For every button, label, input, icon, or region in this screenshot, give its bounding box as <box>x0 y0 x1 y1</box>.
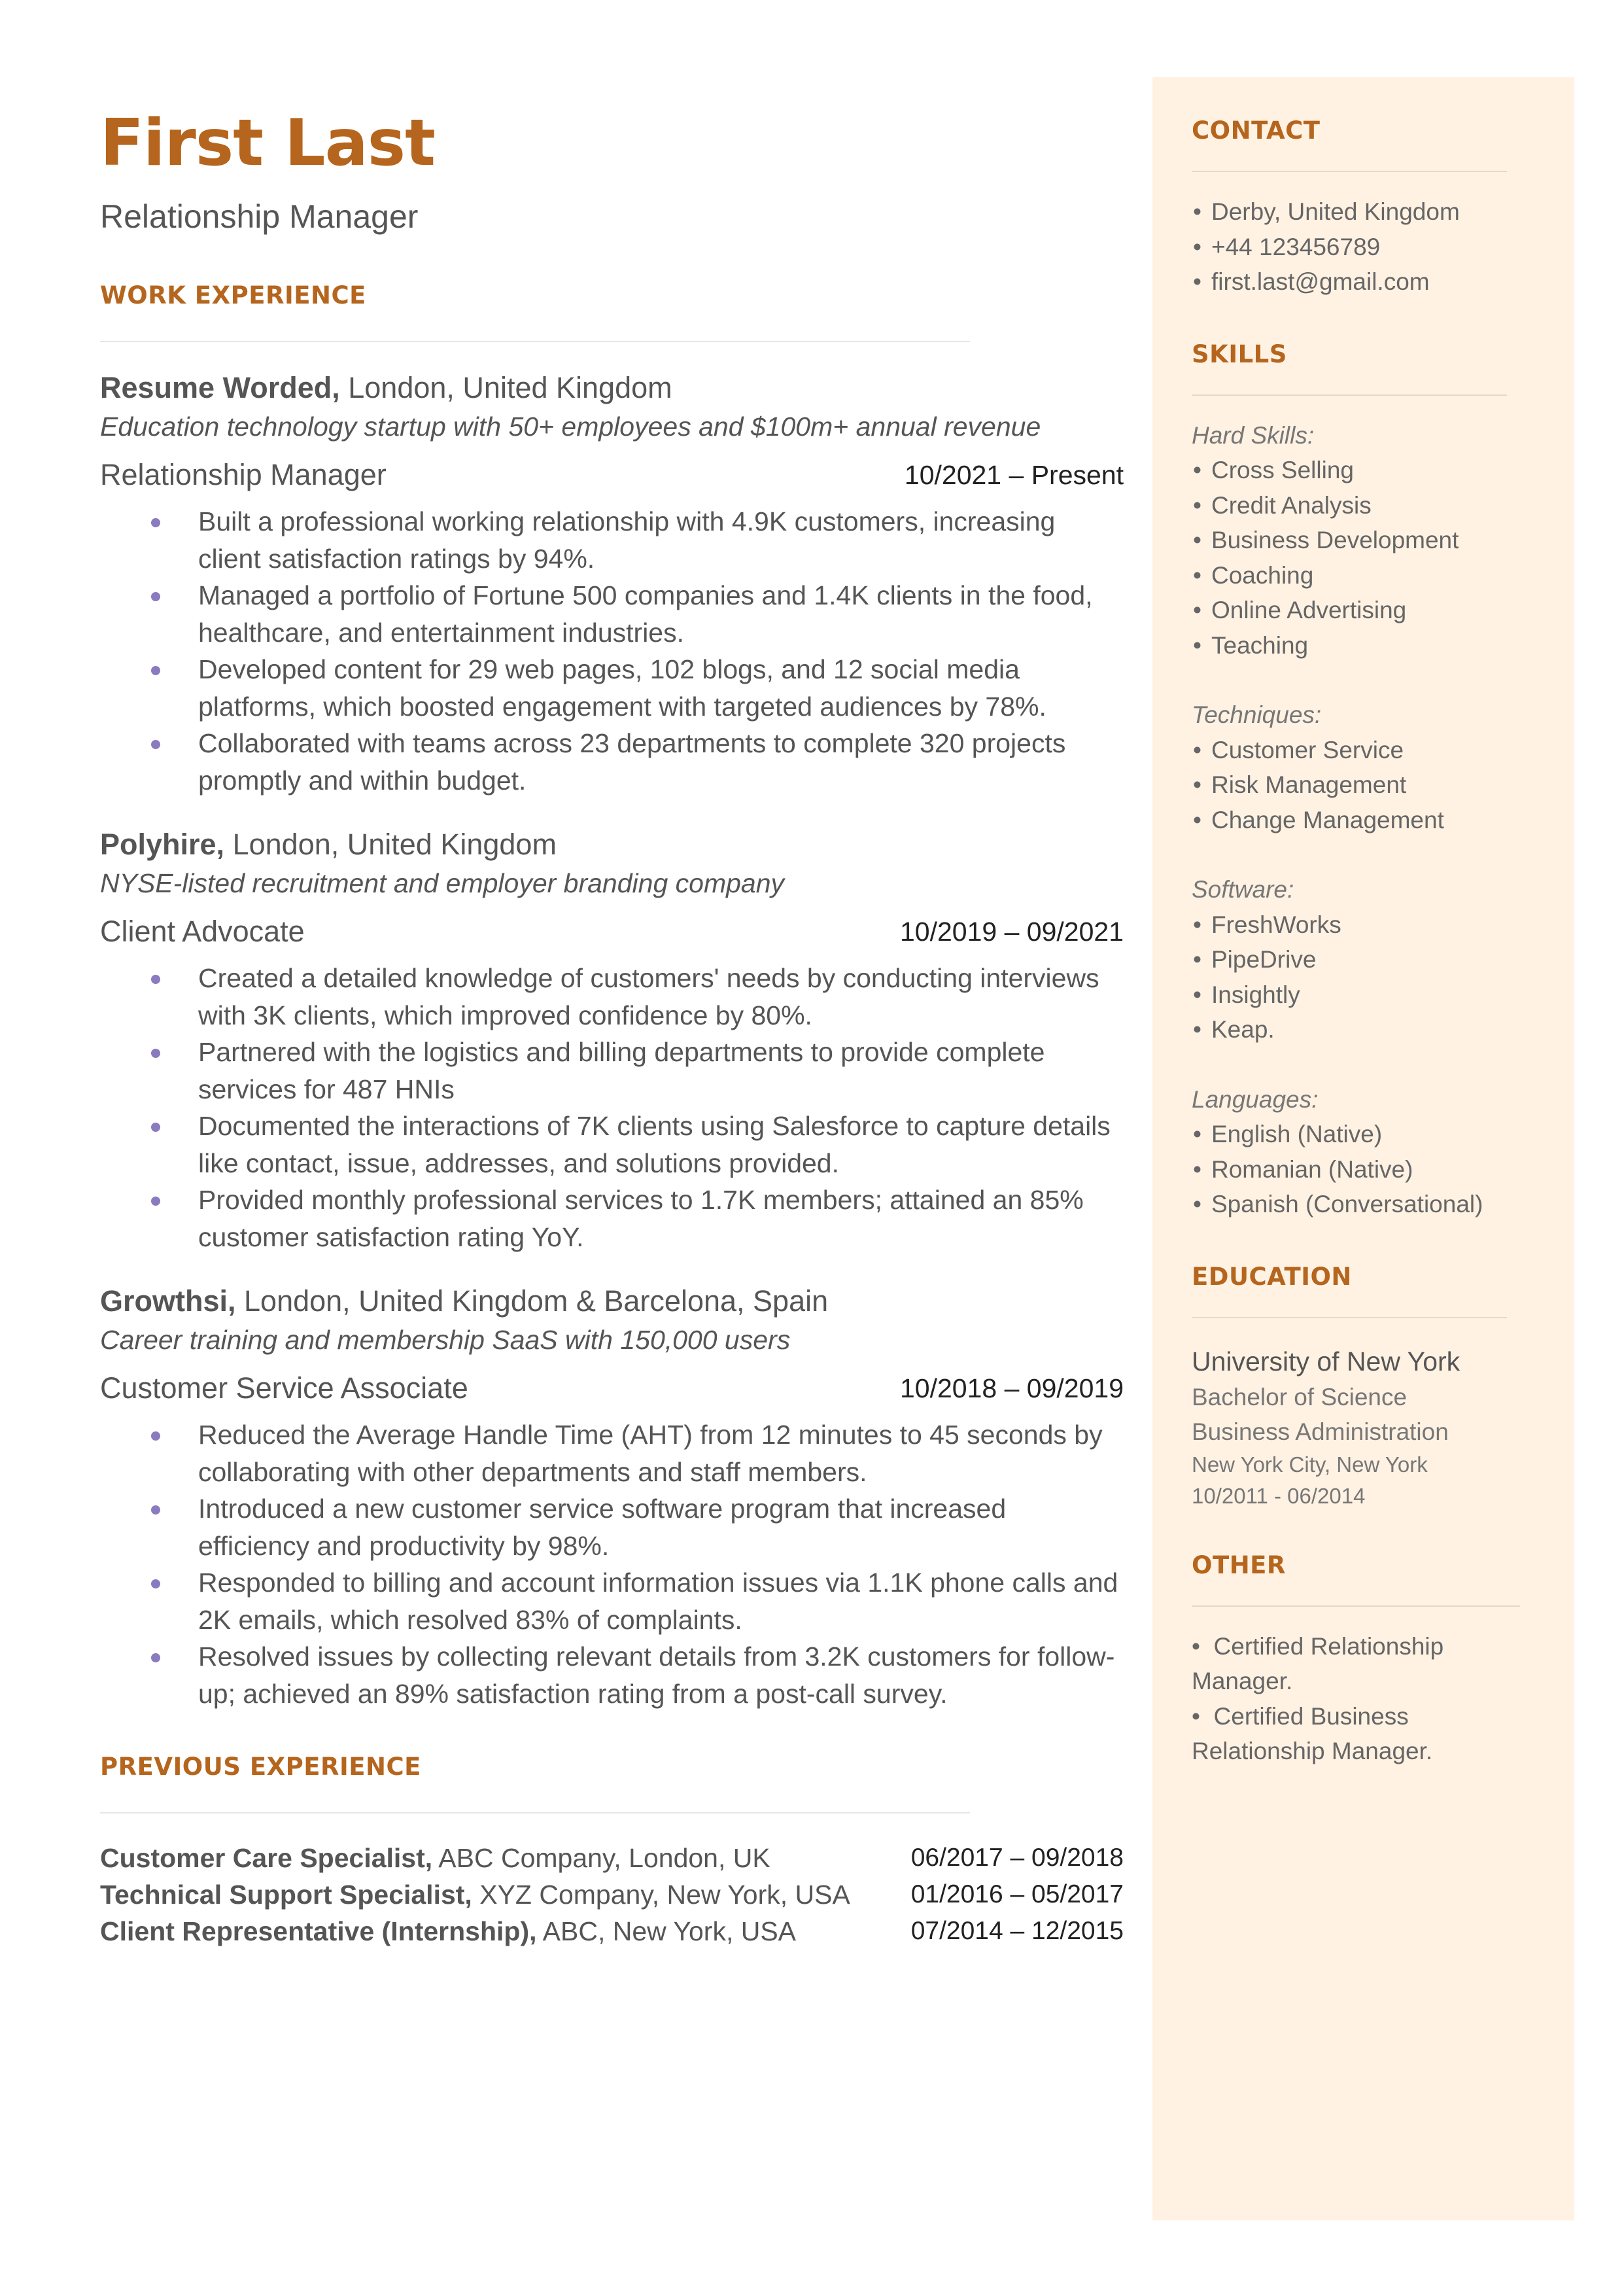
skill-item: • Teaching <box>1193 631 1309 659</box>
company-location: London, United Kingdom <box>339 371 672 404</box>
skill-item: • Insightly <box>1193 981 1300 1008</box>
company-location: London, United Kingdom & Barcelona, Spain <box>235 1284 829 1318</box>
job-dates: 10/2019 – 09/2021 <box>900 917 1124 947</box>
skill-item: • Online Advertising <box>1193 597 1407 623</box>
job-entry <box>100 825 1124 1255</box>
company-location: London, United Kingdom <box>224 828 557 861</box>
role-row <box>100 1365 1124 1411</box>
previous-dates: 06/2017 – 09/2018 <box>910 1844 1124 1872</box>
skill-group-label: Languages: <box>1192 1085 1319 1113</box>
work-experience-heading: WORK EXPERIENCE <box>100 281 366 309</box>
skill-item: • Risk Management <box>1193 771 1407 798</box>
bullet-dot <box>151 1431 160 1441</box>
skill-group-label: Hard Skills: <box>1192 421 1315 449</box>
candidate-name: First Last <box>100 106 435 181</box>
bullet-dot <box>151 1653 160 1662</box>
education-dates: 10/2011 - 06/2014 <box>1192 1483 1366 1508</box>
location-item: • Derby, United Kingdom <box>1193 198 1460 225</box>
company-name: Growthsi, <box>100 1284 236 1318</box>
section-divider <box>100 1812 970 1813</box>
certification-item: • Certified Business Relationship Manager. <box>1192 1702 1433 1764</box>
role-row <box>100 909 1124 955</box>
previous-dates: 07/2014 – 12/2015 <box>910 1917 1124 1945</box>
certification-item: • Certified Relationship Manager. <box>1192 1632 1444 1694</box>
skill-group-label: Techniques: <box>1192 701 1322 728</box>
bullet-dot <box>151 1505 160 1515</box>
achievement-item: Developed content for 29 web pages, 102 blogs, and 12 social media platforms, which boosted engagement with targeted audiences by 78%. <box>100 651 1124 725</box>
bullet-dot <box>151 975 160 984</box>
skill-group <box>1192 1082 1532 1222</box>
skill-item: • Keap. <box>1193 1016 1275 1043</box>
achievement-item: Provided monthly professional services to 1.7K members; attained an 85% customer satisfaction rating YoY. <box>100 1182 1124 1255</box>
skill-group <box>1192 418 1532 663</box>
section-divider <box>1192 1605 1520 1607</box>
company-line <box>100 825 1124 864</box>
section-divider <box>1192 394 1507 396</box>
section-divider <box>1192 1317 1507 1318</box>
previous-dates: 01/2016 – 05/2017 <box>910 1880 1124 1908</box>
contact-heading: CONTACT <box>1192 116 1321 145</box>
achievement-item: Partnered with the logistics and billing departments to provide complete services for 487 HNIs <box>100 1034 1124 1108</box>
achievement-item: Collaborated with teams across 23 departments to complete 320 projects promptly and within budget. <box>100 725 1124 799</box>
job-dates: 10/2021 – Present <box>904 460 1124 490</box>
bullet-dot <box>151 1123 160 1132</box>
bullet-dot <box>151 1049 160 1058</box>
skill-item: • Spanish (Conversational) <box>1193 1191 1483 1218</box>
company-name: Resume Worded, <box>100 371 340 404</box>
job-title: Relationship Manager <box>100 458 387 491</box>
email-item: • first.last@gmail.com <box>1193 268 1430 295</box>
degree: Bachelor of Science <box>1192 1383 1408 1410</box>
company-line <box>100 368 1124 408</box>
previous-experience-list <box>100 1840 1124 1950</box>
bullet-dot <box>151 1579 160 1588</box>
skill-item: • Customer Service <box>1193 736 1404 763</box>
skills-heading: SKILLS <box>1192 340 1287 368</box>
previous-role: Customer Care Specialist, <box>100 1843 433 1873</box>
skill-group <box>1192 872 1532 1047</box>
school-location: New York City, New York <box>1192 1452 1428 1477</box>
sidebar <box>1152 77 1574 2220</box>
candidate-title: Relationship Manager <box>100 198 419 235</box>
section-divider <box>100 341 970 342</box>
achievement-list <box>100 960 1124 1255</box>
skill-item: • Coaching <box>1193 561 1314 589</box>
skill-item: • Cross Selling <box>1193 457 1354 483</box>
education-entry <box>1192 1343 1532 1512</box>
previous-role: Client Representative (Internship), <box>100 1916 537 1946</box>
achievement-item: Resolved issues by collecting relevant details from 3.2K customers for follow-up; achieved an 89% satisfaction rating from a post-call survey. <box>100 1638 1124 1712</box>
skill-item: • Change Management <box>1193 806 1444 833</box>
skill-item: • Business Development <box>1193 527 1459 553</box>
main-column <box>100 106 1124 1950</box>
job-dates: 10/2018 – 09/2019 <box>900 1373 1124 1403</box>
bullet-dot <box>151 592 160 601</box>
skill-item: • Credit Analysis <box>1193 491 1372 519</box>
achievement-item: Managed a portfolio of Fortune 500 companies and 1.4K clients in the food, healthcare, and entertainment industries. <box>100 577 1124 651</box>
company-name: Polyhire, <box>100 828 225 861</box>
sidebar-content <box>1192 77 1532 1769</box>
previous-experience-heading: PREVIOUS EXPERIENCE <box>100 1753 421 1781</box>
school-name: University of New York <box>1192 1346 1460 1376</box>
previous-role-row <box>100 1840 1124 1876</box>
company-description: NYSE-listed recruitment and employer branding company <box>100 868 785 898</box>
skill-item: • FreshWorks <box>1193 911 1341 938</box>
previous-company: ABC, New York, USA <box>536 1916 797 1946</box>
skill-group <box>1192 697 1532 837</box>
previous-role-row <box>100 1913 1124 1950</box>
skill-item: • PipeDrive <box>1193 946 1317 973</box>
phone-item: • +44 123456789 <box>1193 233 1381 260</box>
company-line <box>100 1282 1124 1321</box>
achievement-item: Documented the interactions of 7K clients using Salesforce to capture details like contact, issue, addresses, and solutions provided. <box>100 1108 1124 1182</box>
bullet-dot <box>151 666 160 675</box>
role-row <box>100 452 1124 498</box>
previous-company: XYZ Company, New York, USA <box>472 1880 850 1910</box>
skill-group-label: Software: <box>1192 876 1294 903</box>
achievement-list <box>100 503 1124 799</box>
bullet-dot <box>151 740 160 749</box>
other-list <box>1192 1629 1532 1769</box>
education-heading: EDUCATION <box>1192 1262 1352 1291</box>
previous-role: Technical Support Specialist, <box>100 1880 472 1910</box>
bullet-dot <box>151 1197 160 1206</box>
job-entry <box>100 368 1124 799</box>
company-description: Education technology startup with 50+ employees and $100m+ annual revenue <box>100 412 1041 442</box>
skill-item: • Romanian (Native) <box>1193 1155 1413 1183</box>
job-entry <box>100 1282 1124 1712</box>
job-title: Client Advocate <box>100 915 305 948</box>
job-title: Customer Service Associate <box>100 1371 468 1405</box>
achievement-item: Reduced the Average Handle Time (AHT) from 12 minutes to 45 seconds by collaborating with other departments and staff members. <box>100 1416 1124 1490</box>
section-divider <box>1192 171 1507 172</box>
achievement-item: Built a professional working relationship with 4.9K customers, increasing client satisfaction ratings by 94%. <box>100 503 1124 577</box>
skill-item: • English (Native) <box>1193 1121 1383 1148</box>
previous-role-row <box>100 1876 1124 1913</box>
achievement-item: Created a detailed knowledge of customers' needs by conducting interviews with 3K clients, which improved confidence by 80%. <box>100 960 1124 1034</box>
contact-list <box>1192 194 1532 300</box>
achievement-item: Responded to billing and account information issues via 1.1K phone calls and 2K emails, which resolved 83% of complaints. <box>100 1564 1124 1638</box>
field-of-study: Business Administration <box>1192 1418 1449 1445</box>
bullet-dot <box>151 518 160 527</box>
achievement-item: Introduced a new customer service software program that increased efficiency and productivity by 98%. <box>100 1490 1124 1564</box>
achievement-list <box>100 1416 1124 1712</box>
company-description: Career training and membership SaaS with 150,000 users <box>100 1325 791 1355</box>
other-heading: OTHER <box>1192 1550 1286 1579</box>
previous-company: ABC Company, London, UK <box>432 1843 770 1873</box>
